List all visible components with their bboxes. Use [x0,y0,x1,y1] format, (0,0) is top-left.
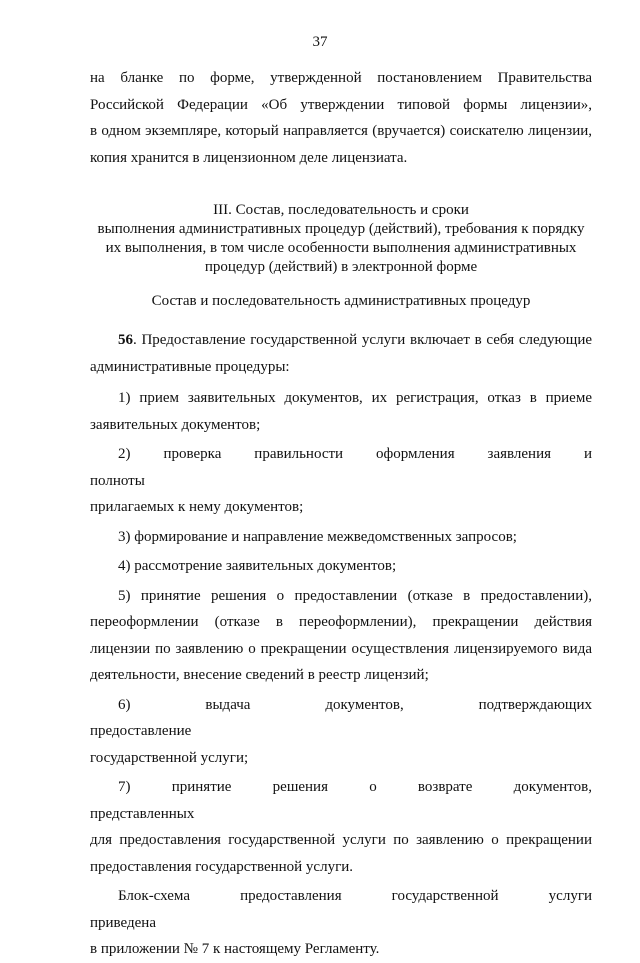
subsection-heading: Состав и последовательность административных процедур [151,293,531,309]
intro-paragraph [90,65,592,171]
list-item-line: 1) прием заявительных документов, их регистрация, отказ в приеме [118,390,592,406]
intro-line: на бланке по форме, утвержденной постановлением Правительства [90,70,592,86]
closing-line: Блок-схема предоставления государственной услуги приведена [90,888,592,931]
list-item [90,553,592,580]
list-item [90,441,592,521]
section-heading-line: их выполнения, в том числе особенности выполнения административных [105,240,577,256]
page-number: 37 [312,34,328,50]
section-heading-line: выполнения административных процедур (действий), требования к порядку [97,221,585,237]
list-item-line: 5) принятие решения о предоставлении (отказе в предоставлении), [118,587,592,604]
section-heading-line: процедур (действий) в электронной форме [204,259,478,275]
list-item-line: прилагаемых к нему документов; [90,499,304,515]
list-item-line: переоформлении (отказе в переоформлении), прекращении действия [90,614,592,630]
list-item [90,692,592,772]
paragraph-56 [90,327,592,963]
list-item-line: 4) рассмотрение заявительных документов; [118,558,397,574]
list-item [90,583,592,689]
list-item-line: заявительных документов; [90,416,261,433]
list-item-line: деятельности, внесение сведений в реестр лицензий; [90,667,429,683]
section-heading-line: III. Состав, последовательность и сроки [213,202,469,218]
list-item [90,774,592,880]
paragraph-lead-line [90,327,592,354]
list-item-line: 3) формирование и направление межведомственных запросов; [118,528,517,545]
list-item-line: 2) проверка правильности оформления заявления и полноты [90,446,592,489]
list-item-line: 6) выдача документов, подтверждающих предоставление [90,696,592,739]
paragraph-number: 56 [118,332,133,348]
closing-paragraph [90,883,592,963]
section-heading [90,201,592,277]
list-item-line: 7) принятие решения о возврате документов, представленных [90,779,592,822]
intro-line: Российской Федерации «Об утверждении типовой формы лицензии», [90,96,592,113]
list-item [90,524,592,551]
paragraph-lead-text: . Предоставление государственной услуги включает в себя следующие [133,332,592,348]
intro-line: в одном экземпляре, который направляется (вручается) соискателю лицензии, [90,123,592,139]
list-item-line: лицензии по заявлению о прекращении осуществления лицензируемого вида [90,640,592,657]
list-item [90,385,592,438]
closing-line: в приложении № 7 к настоящему Регламенту. [90,941,380,957]
intro-line: копия хранится в лицензионном деле лицензиата. [90,149,408,166]
list-item-line: государственной услуги; [90,749,249,766]
paragraph-lead-line: административные процедуры: [90,359,290,375]
list-item-line: предоставления государственной услуги. [90,858,354,875]
list-item-line: для предоставления государственной услуги по заявлению о прекращении [90,832,592,848]
page-content [90,65,592,963]
